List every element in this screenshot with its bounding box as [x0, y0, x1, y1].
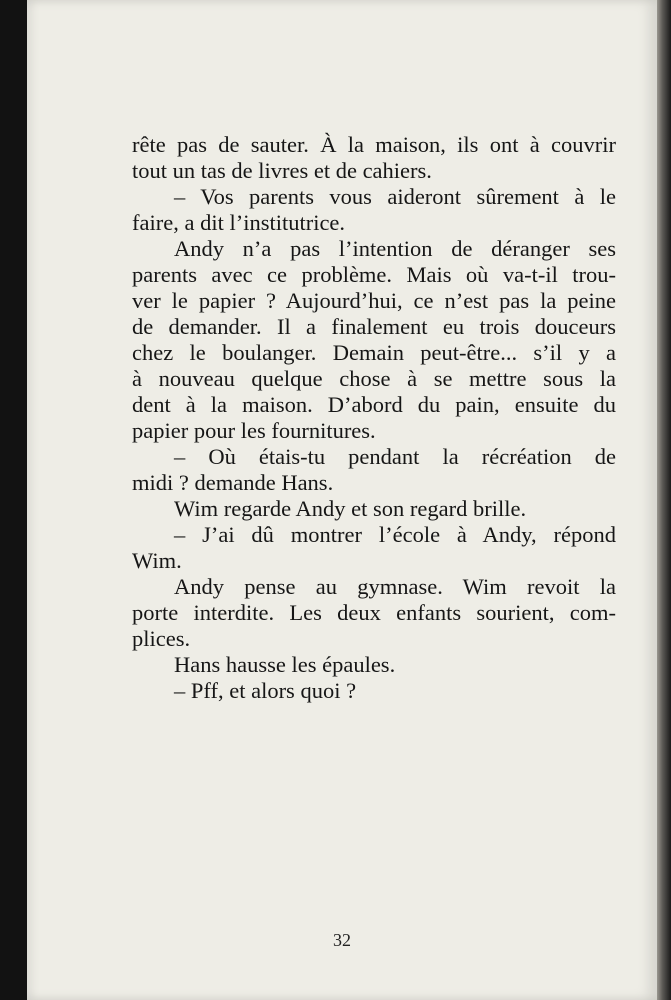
text-line: – Où étais-tu pendant la récréation de	[174, 444, 616, 469]
text-line: faire, a dit l’institutrice.	[132, 210, 346, 235]
page-number: 32	[333, 930, 351, 950]
text-line: – Pff, et alors quoi ?	[174, 678, 357, 703]
text-line: Hans hausse les épaules.	[174, 652, 396, 677]
text-line: porte interdite. Les deux enfants sourient, com-	[132, 600, 616, 625]
text-line: Andy pense au gymnase. Wim revoit la	[174, 574, 616, 599]
text-line: de demander. Il a finalement eu trois douceurs	[132, 314, 616, 339]
text-line: ver le papier ? Aujourd’hui, ce n’est pas la peine	[132, 288, 616, 313]
text-line: dent à la maison. D’abord du pain, ensuite du	[132, 392, 616, 417]
text-line: Wim.	[132, 548, 182, 573]
scan-right-border	[657, 0, 671, 1000]
text-line: Wim regarde Andy et son regard brille.	[174, 496, 527, 521]
text-line: chez le boulanger. Demain peut-être... s’il y a	[132, 340, 616, 365]
text-line: – Vos parents vous aideront sûrement à le	[174, 184, 616, 209]
text-line: papier pour les fournitures.	[132, 418, 376, 443]
text-line: rête pas de sauter. À la maison, ils ont à couvrir	[132, 132, 616, 157]
text-line: Andy n’a pas l’intention de déranger ses	[174, 236, 616, 261]
book-page	[27, 0, 657, 1000]
scan-left-border	[0, 0, 27, 1000]
text-line: parents avec ce problème. Mais où va-t-il trou-	[132, 262, 616, 287]
body-text	[132, 132, 616, 704]
text-line: – J’ai dû montrer l’école à Andy, répond	[174, 522, 616, 547]
text-line: à nouveau quelque chose à se mettre sous la	[132, 366, 616, 391]
text-line: tout un tas de livres et de cahiers.	[132, 158, 432, 183]
text-line: midi ? demande Hans.	[132, 470, 334, 495]
text-line: plices.	[132, 626, 191, 651]
